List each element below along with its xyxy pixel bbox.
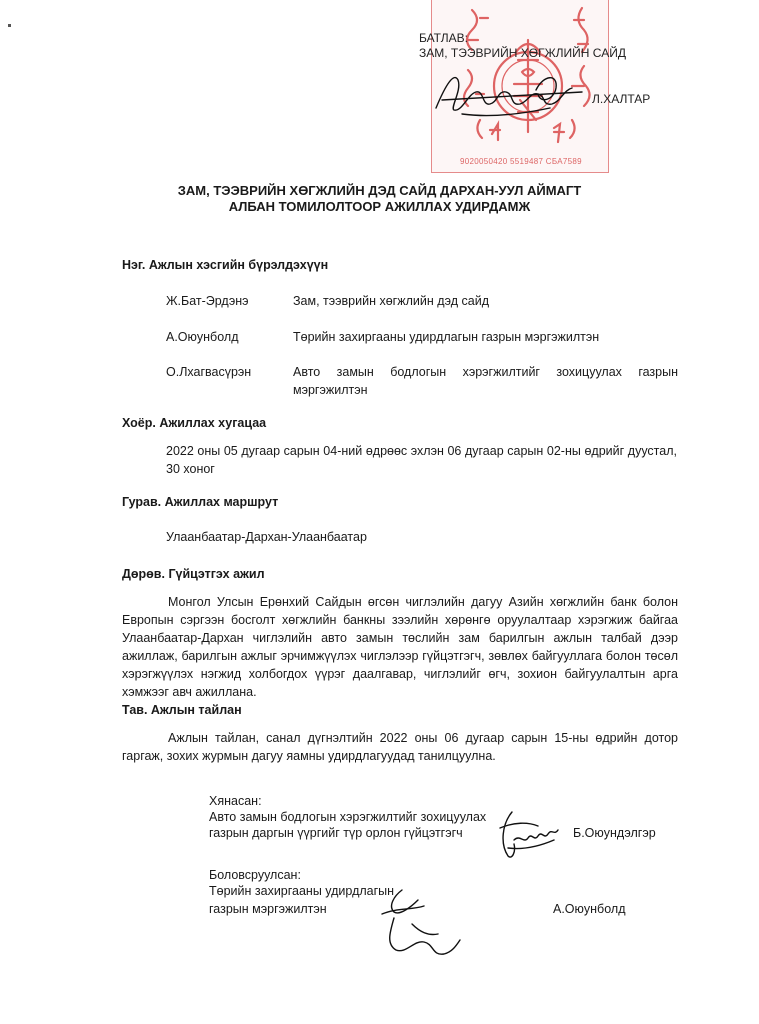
report-text: Ажлын тайлан, санал дүгнэлтийн 2022 оны 06 дугаар сарын 15-ны өдрийн дотор гаргаж, зохих журмын дагуу яамны удирдлагуудад танилцуулна. bbox=[122, 731, 678, 763]
preparer-signature bbox=[372, 884, 464, 964]
reviewed-position-line2: газрын даргын үүргийг түр орлон гүйцэтгэгч bbox=[209, 826, 463, 840]
member-name: Ж.Бат-Эрдэнэ bbox=[166, 294, 249, 308]
member-role: Авто замын бодлогын хэрэгжилтийг зохицуулах газрын мэргэжилтэн bbox=[293, 365, 678, 397]
tasks-text: Монгол Улсын Ерөнхий Сайдын өгсөн чиглэлийн дагуу Азийн хөгжлийн банк болон Европын сэргээн босголт хөгжлийн банкны зээлийн хөрөнгө оруулалтаар хэрэгжиж байгаа Улаанбаатар-Дархан чиглэлийн авто замын төслийн зам барилгын ажлын талбай дээр ажиллаж, барилгын ажлыг эрчимжүүлэх чиглэлээр гүйцэтгэгч, зөвлөх байгууллага болон төсөл хэрэгжүүлэх нэгжид холбогдох үүрэг даалгавар, чиглэлийг өгч, зохион байгуулалтын арга хэмжээг авч ажиллана. bbox=[122, 595, 678, 699]
minister-signature bbox=[432, 64, 592, 126]
scan-speck bbox=[8, 24, 11, 27]
approval-name: Л.ХАЛТАР bbox=[592, 92, 651, 106]
prepared-position-line1: Төрийн захиргааны удирдлагын bbox=[209, 884, 395, 898]
prepared-position-line2: газрын мэргэжилтэн bbox=[209, 902, 327, 916]
prepared-name: А.Оюунболд bbox=[553, 902, 626, 916]
member-role: Төрийн захиргааны удирдлагын газрын мэргэжилтэн bbox=[293, 330, 600, 344]
member-name: О.Лхагвасүрэн bbox=[166, 365, 252, 379]
document-title-line1: ЗАМ, ТЭЭВРИЙН ХӨГЖЛИЙН ДЭД САЙД ДАРХАН-УУЛ АЙМАГТ bbox=[177, 183, 582, 198]
approval-label: БАТЛАВ: bbox=[419, 31, 468, 45]
reviewed-label: Хянасан: bbox=[209, 794, 262, 808]
section2-heading: Хоёр. Ажиллах хугацаа bbox=[122, 416, 267, 430]
route-text: Улаанбаатар-Дархан-Улаанбаатар bbox=[166, 530, 367, 544]
approval-position: ЗАМ, ТЭЭВРИЙН ХӨГЖЛИЙН САЙД bbox=[419, 46, 626, 60]
section5-heading: Тав. Ажлын тайлан bbox=[122, 703, 242, 717]
section1-heading: Нэг. Ажлын хэсгийн бүрэлдэхүүн bbox=[122, 258, 329, 272]
member-name: А.Оюунболд bbox=[166, 330, 239, 344]
stamp-register-number: 9020050420 5519487 СБА7589 bbox=[460, 157, 582, 166]
section4-heading: Дөрөв. Гүйцэтгэх ажил bbox=[122, 567, 265, 581]
member-role: Зам, тээврийн хөгжлийн дэд сайд bbox=[293, 294, 489, 308]
document-title-line2: АЛБАН ТОМИЛОЛТООР АЖИЛЛАХ УДИРДАМЖ bbox=[228, 199, 531, 214]
reviewed-name: Б.Оюундэлгэр bbox=[573, 826, 656, 840]
reviewed-position-line1: Авто замын бодлогын хэрэгжилтийг зохицуулах bbox=[209, 810, 487, 824]
prepared-label: Боловсруулсан: bbox=[209, 868, 301, 882]
reviewer-signature bbox=[494, 804, 564, 862]
section3-heading: Гурав. Ажиллах маршрут bbox=[122, 495, 279, 509]
work-period-text: 2022 оны 05 дугаар сарын 04-ний өдрөөс эхлэн 06 дугаар сарын 02-ны өдрийг дуустал, 30 хоног bbox=[166, 444, 677, 476]
